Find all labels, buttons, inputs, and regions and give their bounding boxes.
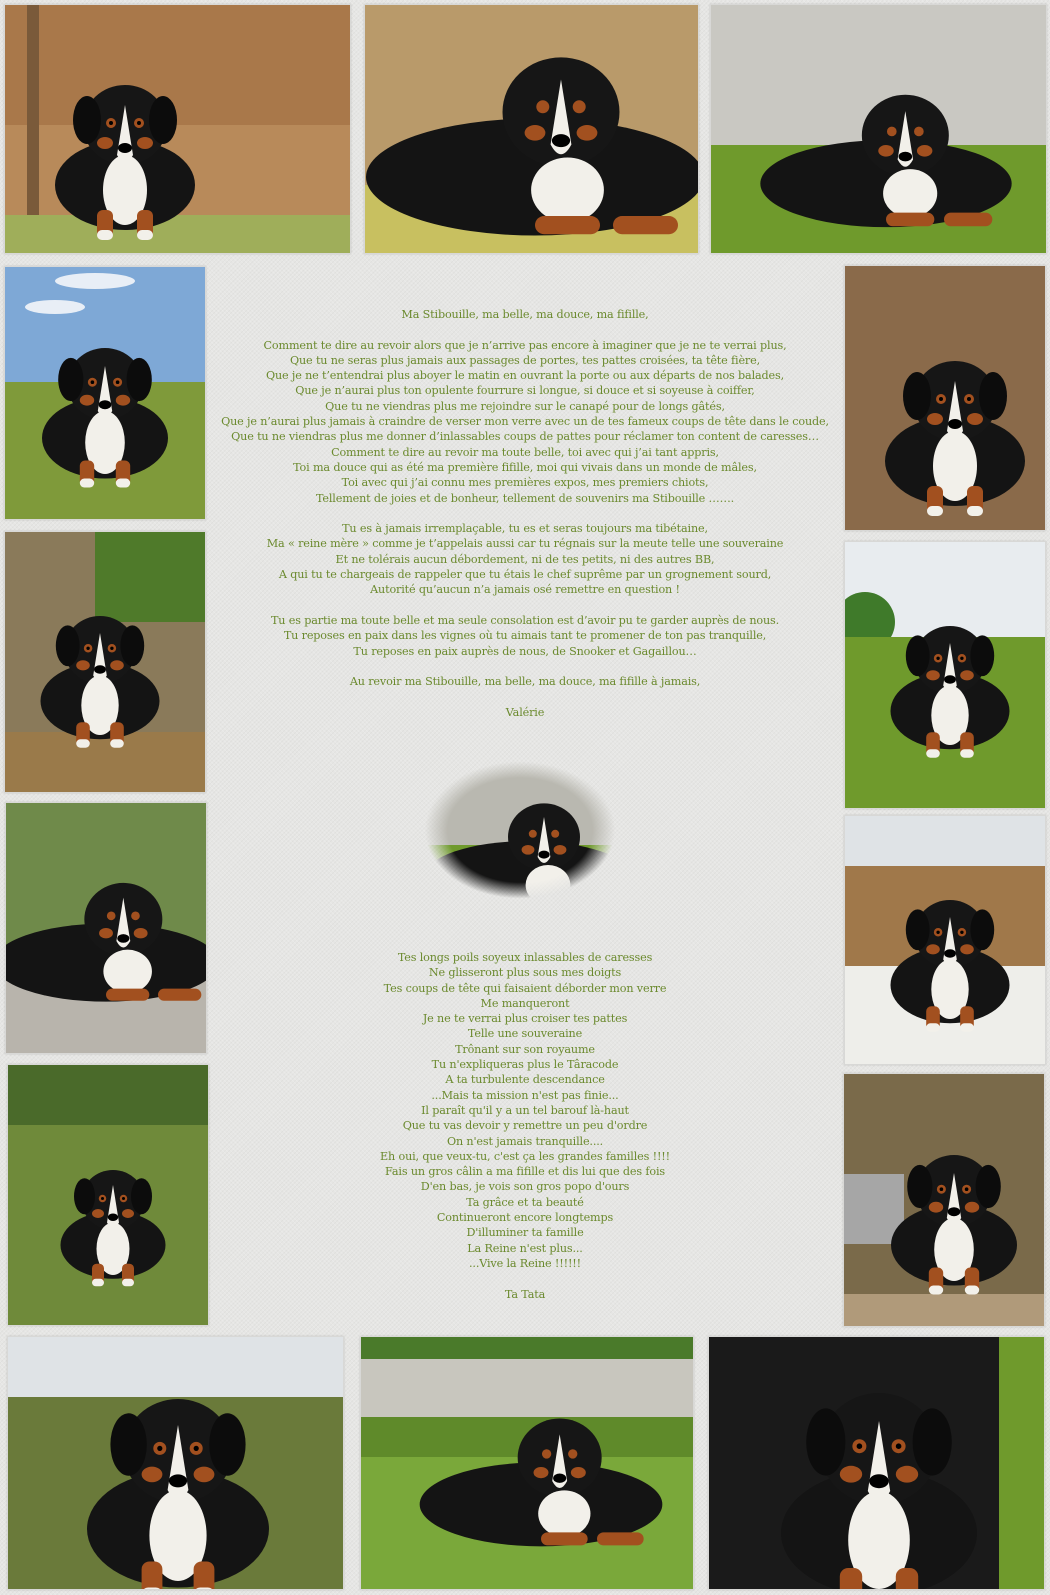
letter-line: Autorité qu’aucun n’a jamais osé remettre en question ! <box>370 583 680 597</box>
poem-line: Tu n'expliqueras plus le Târacode <box>431 1058 619 1072</box>
letter-line: Que tu ne seras plus jamais aux passages de portes, tes pattes croisées, ta tête fière, <box>289 353 760 367</box>
letter-line: Toi avec qui j’ai connu mes premières expos, mes premiers chiots, <box>341 476 709 490</box>
poem-line: ...Mais ta mission n'est pas finie... <box>431 1088 619 1102</box>
letter-line <box>215 506 835 521</box>
letter-line: Au revoir ma Stibouille, ma belle, ma douce, ma fifille à jamais, <box>349 675 701 689</box>
poem-line: Me manqueront <box>480 996 570 1010</box>
photo-dog-sitting-snow <box>844 815 1046 1065</box>
poem-line: D'en bas, je vois son gros popo d'ours <box>420 1180 630 1194</box>
poem-line <box>215 1271 835 1286</box>
letter-line <box>215 659 835 674</box>
poem-line: Continueront encore longtemps <box>436 1211 614 1225</box>
poem-line: Ta grâce et ta beauté <box>466 1195 584 1209</box>
poem-line: Tes coups de tête qui faisaient déborder mon verre <box>383 981 667 995</box>
farewell-poem <box>215 950 835 1302</box>
letter-line: Tellement de joies et de bonheur, tellement de souvenirs ma Stibouille ……. <box>315 491 735 505</box>
poem-line: Je ne te verrai plus croiser tes pattes <box>422 1012 628 1026</box>
letter-line: Que tu ne viendras plus me donner d’inlassables coups de pattes pour réclamer ton content de caresses… <box>231 430 819 444</box>
farewell-letter <box>215 307 835 720</box>
poem-line: Trônant sur son royaume <box>455 1042 595 1056</box>
letter-line: Tu es à jamais irremplaçable, tu es et seras toujours ma tibétaine, <box>342 522 708 536</box>
photo-dog-portrait-woods <box>844 265 1046 531</box>
letter-line: A qui tu te chargeais de rappeler que tu étais le chef suprême par un grognement sourd, <box>278 568 772 582</box>
letter-line: Tu es partie ma toute belle et ma seule consolation est d’avoir pu te garder auprès de nous. <box>270 613 780 627</box>
letter-line: Valérie <box>505 705 545 719</box>
poem-line: Telle une souveraine <box>467 1027 583 1041</box>
letter-line <box>215 322 835 337</box>
photo-dog-sitting-autumn <box>4 4 351 254</box>
letter-line: Que je ne t’entendrai plus aboyer le matin en ouvrant la porte ou aux départs de nos balades, <box>265 369 785 383</box>
poem-line: Fais un gros câlin a ma fifille et dis lui que des fois <box>385 1165 665 1179</box>
poem-line: Ta Tata <box>504 1287 546 1301</box>
letter-line: Comment te dire au revoir alors que je n’arrive pas encore à imaginer que je ne te verrai plus, <box>263 338 787 352</box>
photo-dog-lying-grass <box>710 4 1047 254</box>
poem-line: Ne glisseront plus sous mes doigts <box>428 966 622 980</box>
poem-line: D'illuminer ta famille <box>466 1226 584 1240</box>
poem-line: Eh oui, que veux-tu, c'est ça les grandes familles !!!! <box>380 1149 670 1163</box>
photo-dog-head-portrait <box>708 1336 1045 1590</box>
photo-dog-sitting-forest <box>4 531 206 793</box>
photo-dog-sitting-lawn <box>844 541 1046 809</box>
photo-dog-sitting-sky <box>4 266 206 520</box>
letter-line: Que je n’aurai plus ton opulente fourrure si longue, si douce et si soyeuse à coiffer, <box>295 384 755 398</box>
poem-line: On n'est jamais tranquille.... <box>446 1134 604 1148</box>
letter-line: Toi ma douce qui as été ma première fifille, moi qui vivais dans un monde de mâles, <box>293 460 757 474</box>
photo-dog-lying-oval <box>388 735 652 925</box>
poem-line: ...Vive la Reine !!!!!! <box>469 1256 581 1270</box>
letter-line: Et ne tolérais aucun débordement, ni de tes petits, ni des autres BB, <box>335 552 715 566</box>
photo-dog-face-closeup <box>7 1336 344 1590</box>
poem-line: Tes longs poils soyeux inlassables de caresses <box>397 951 653 964</box>
letter-line <box>215 598 835 613</box>
poem-line: Que tu vas devoir y remettre un peu d'ordre <box>402 1119 648 1133</box>
poem-line: A ta turbulente descendance <box>445 1073 605 1087</box>
photo-dog-standing-garden <box>360 1336 694 1590</box>
photo-dog-sitting-field <box>7 1064 209 1326</box>
letter-line: Ma Stibouille, ma belle, ma douce, ma fifille, <box>401 308 649 321</box>
letter-line: Que tu ne viendras plus me rejoindre sur le canapé pour de longs gâtés, <box>325 399 725 413</box>
letter-line: Que je n’aurai plus jamais à craindre de verser mon verre avec un de tes fameux coups de tête dans le coude, <box>221 415 829 429</box>
photo-dog-lying-rocks <box>5 802 207 1054</box>
letter-line: Tu reposes en paix dans les vignes où tu aimais tant te promener de ton pas tranquille, <box>283 629 767 643</box>
photo-dog-lying-closeup <box>364 4 699 254</box>
letter-line <box>215 689 835 704</box>
photo-dog-lying-terrace <box>843 1073 1045 1327</box>
poem-line: Il paraît qu'il y a un tel barouf là-haut <box>421 1103 629 1117</box>
letter-line: Tu reposes en paix auprès de nous, de Snooker et Gagaillou… <box>353 644 697 658</box>
letter-line: Ma « reine mère » comme je t’appelais aussi car tu régnais sur la meute telle une souveraine <box>266 537 784 551</box>
letter-line: Comment te dire au revoir ma toute belle, toi avec qui j’ai tant appris, <box>331 445 719 459</box>
poem-line: La Reine n'est plus... <box>467 1241 583 1255</box>
